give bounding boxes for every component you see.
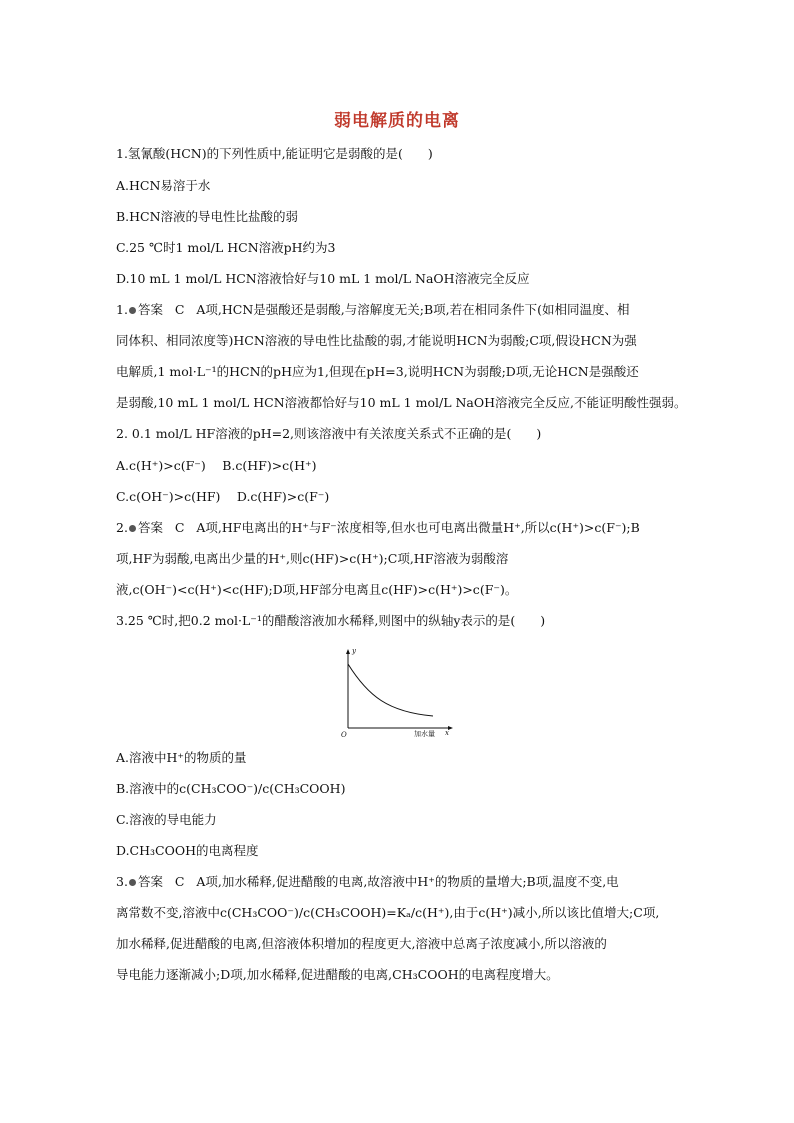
- curve: [348, 664, 433, 716]
- q3-explanation-line: 导电能力逐渐减小;D项,加水稀释,促进醋酸的电离,CH₃COOH的电离程度增大。: [116, 967, 559, 982]
- answer-label: 答案: [137, 520, 163, 535]
- q1-option-d: D.10 mL 1 mol/L HCN溶液恰好与10 mL 1 mol/L NaOH溶液完全反应: [116, 271, 530, 286]
- q1-option-b: B.HCN溶液的导电性比盐酸的弱: [116, 209, 299, 224]
- q3-stem: 3.25 ℃时,把0.2 mol·L⁻¹的醋酸溶液加水稀释,则图中的纵轴y表示的是( ): [116, 613, 546, 628]
- answer-number: 3.: [116, 874, 128, 889]
- answer-choice: C: [174, 302, 185, 317]
- q3-option-c: C.溶液的导电能力: [116, 812, 217, 827]
- page-title: 弱电解质的电离: [334, 111, 460, 131]
- answer-label: 答案: [137, 302, 163, 317]
- q2-answer: [116, 520, 640, 536]
- q2-stem: 2. 0.1 mol/L HF溶液的pH=2,则该溶液中有关浓度关系式不正确的是( ): [116, 426, 542, 441]
- answer-number: 2.: [116, 520, 128, 535]
- q1-answer: [116, 302, 630, 318]
- answer-icon: [129, 307, 136, 314]
- q2-explanation-line: 液,c(OH⁻)<c(H⁺)<c(HF);D项,HF部分电离且c(HF)>c(H⁺)>c(F⁻)。: [116, 582, 518, 597]
- q3-explanation-line: 加水稀释,促进醋酸的电离,但溶液体积增加的程度更大,溶液中总离子浓度减小,所以溶液的: [116, 936, 607, 951]
- q1-explanation-line: 电解质,1 mol·L⁻¹的HCN的pH应为1,但现在pH=3,说明HCN为弱酸;D项,无论HCN是强酸还: [116, 364, 639, 379]
- q1-explanation-line: 同体积、相同浓度等)HCN溶液的导电性比盐酸的弱,才能说明HCN为弱酸;C项,假设HCN为强: [116, 333, 637, 348]
- q2-options-ab: A.c(H⁺)>c(F⁻) B.c(HF)>c(H⁺): [116, 458, 317, 473]
- q3-answer: [116, 874, 619, 890]
- y-axis-label: y: [352, 647, 356, 655]
- q1-explanation-line: A项,HCN是强酸还是弱酸,与溶解度无关;B项,若在相同条件下(如相同温度、相: [196, 302, 630, 317]
- answer-icon: [129, 879, 136, 886]
- dilution-graph: [338, 644, 456, 738]
- graph-svg: [338, 644, 456, 738]
- q2-explanation-line: 项,HF为弱酸,电离出少量的H⁺,则c(HF)>c(H⁺);C项,HF溶液为弱酸溶: [116, 551, 509, 566]
- q3-option-d: D.CH₃COOH的电离程度: [116, 843, 259, 858]
- q1-stem: 1.氢氰酸(HCN)的下列性质中,能证明它是弱酸的是( ): [116, 146, 433, 161]
- q3-explanation-line: 离常数不变,溶液中c(CH₃COO⁻)/c(CH₃COOH)=Kₐ/c(H⁺),由于c(H⁺)减小,所以该比值增大;C项,: [116, 905, 660, 920]
- origin-label: O: [341, 731, 347, 738]
- q1-explanation-line: 是弱酸,10 mL 1 mol/L HCN溶液都恰好与10 mL 1 mol/L NaOH溶液完全反应,不能证明酸性强弱。: [116, 395, 687, 410]
- x-axis-label: 加水量: [414, 730, 435, 738]
- q1-option-c: C.25 ℃时1 mol/L HCN溶液pH约为3: [116, 240, 336, 255]
- x-axis-var: x: [445, 729, 449, 737]
- answer-number: 1.: [116, 302, 128, 317]
- q1-option-a: A.HCN易溶于水: [116, 178, 211, 193]
- answer-icon: [129, 525, 136, 532]
- q3-explanation-line: A项,加水稀释,促进醋酸的电离,故溶液中H⁺的物质的量增大;B项,温度不变,电: [196, 874, 619, 889]
- q3-option-a: A.溶液中H⁺的物质的量: [116, 750, 247, 765]
- answer-choice: C: [174, 874, 185, 889]
- answer-label: 答案: [137, 874, 163, 889]
- q3-option-b: B.溶液中的c(CH₃COO⁻)/c(CH₃COOH): [116, 781, 346, 796]
- y-axis-arrow: [346, 649, 350, 654]
- q2-explanation-line: A项,HF电离出的H⁺与F⁻浓度相等,但水也可电离出微量H⁺,所以c(H⁺)>c(F⁻);B: [196, 520, 640, 535]
- answer-choice: C: [174, 520, 185, 535]
- q2-options-cd: C.c(OH⁻)>c(HF) D.c(HF)>c(F⁻): [116, 489, 330, 504]
